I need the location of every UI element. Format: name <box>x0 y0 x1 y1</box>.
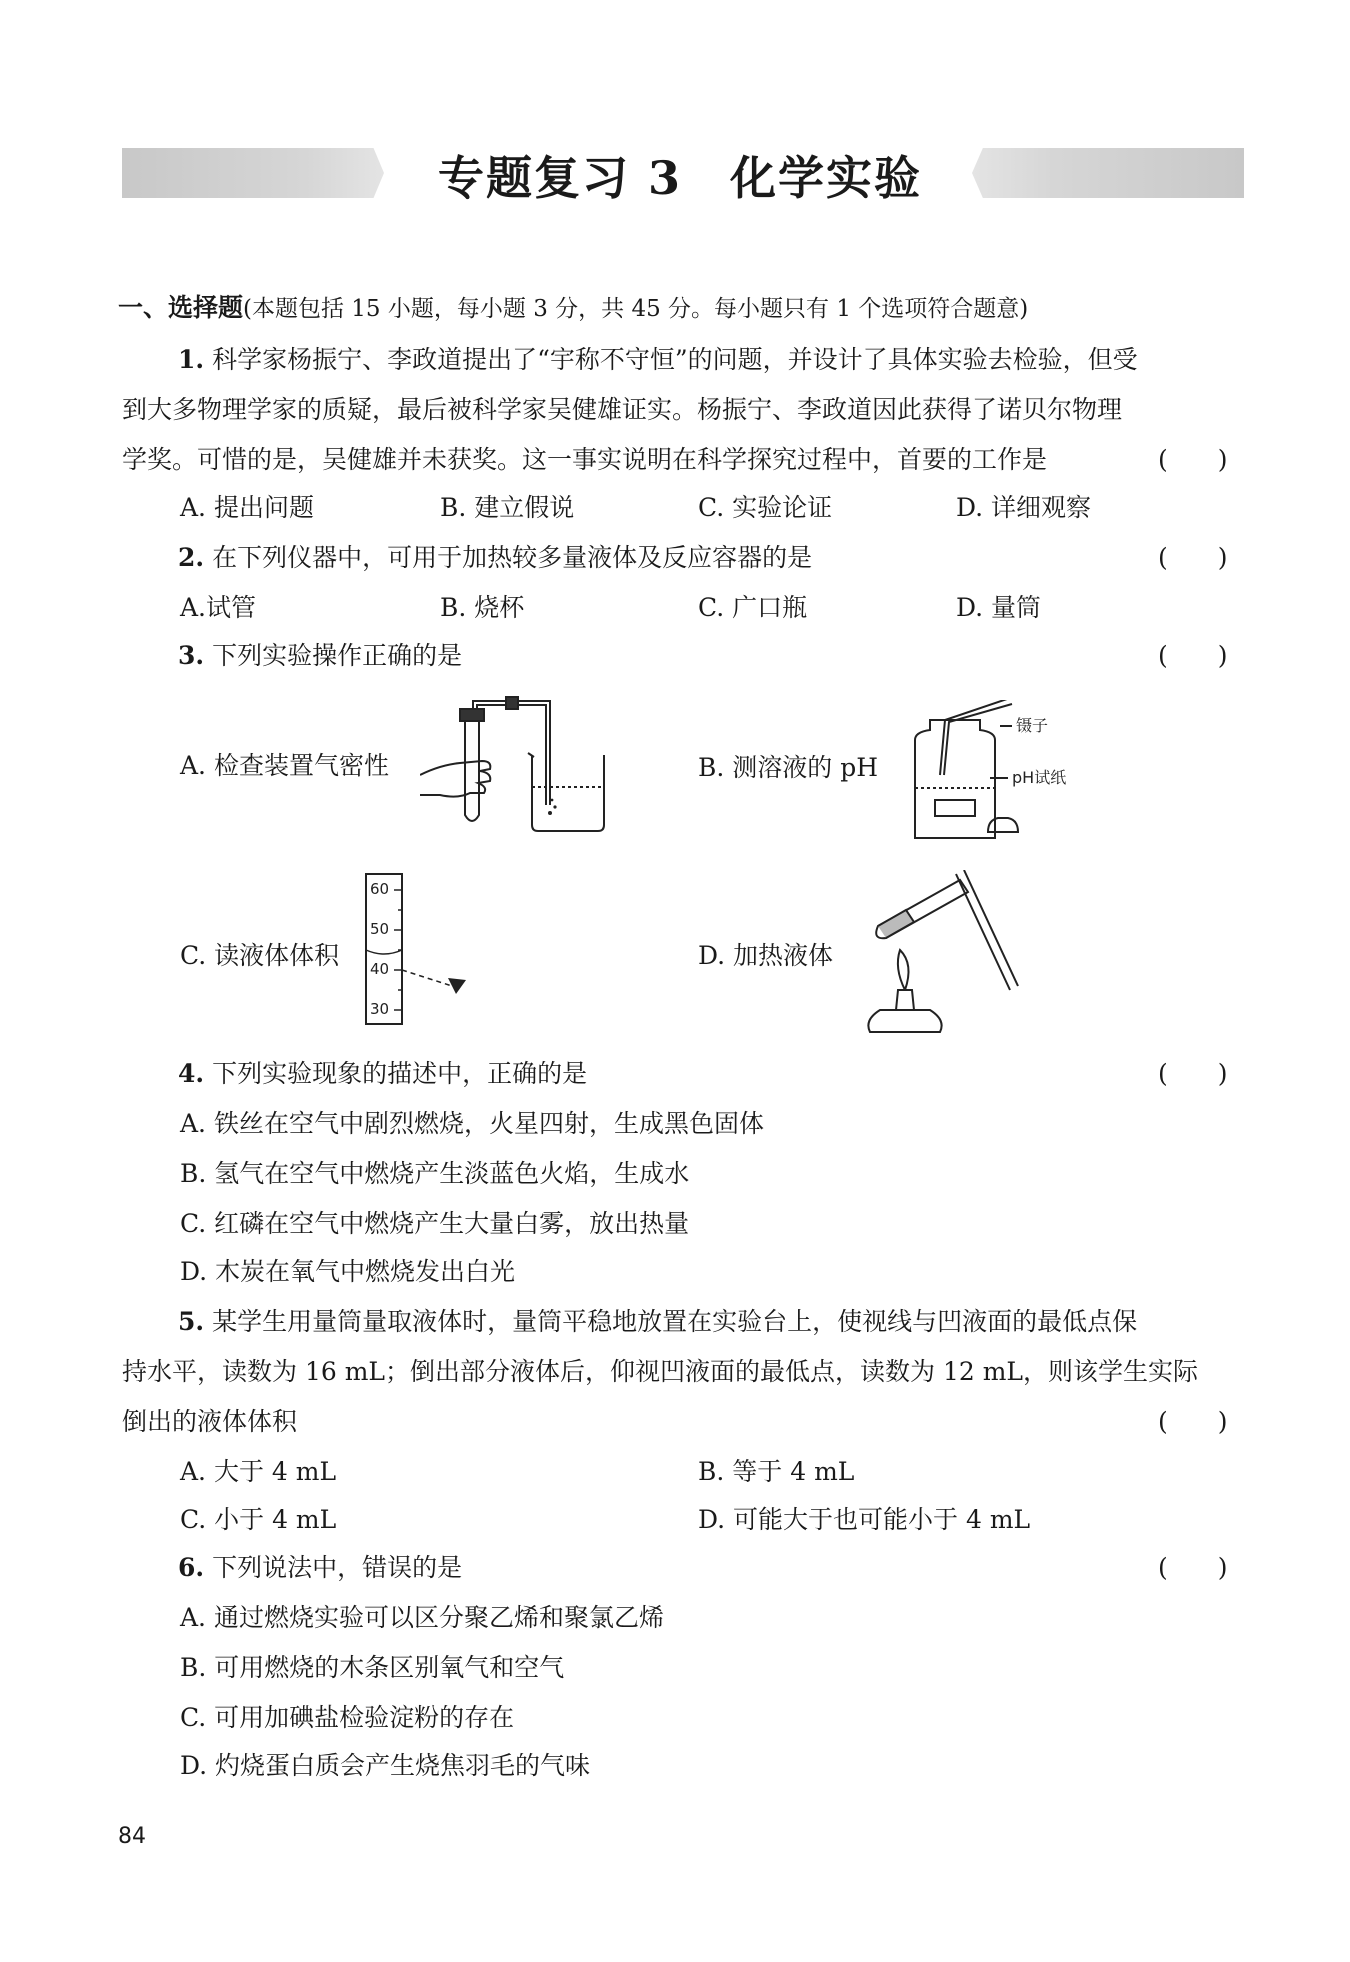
ph-paper-label: pH试纸 <box>1012 768 1067 787</box>
question-text: 某学生用量筒量取液体时，量筒平稳地放置在实验台上，使视线与凹液面的最低点保 <box>212 1307 1138 1336</box>
tweezers-label: 镊子 <box>1016 716 1049 735</box>
answer-blank: ( ) <box>1158 543 1228 572</box>
question-5-line-1 <box>178 1306 1137 1338</box>
cylinder-reading-figure <box>360 870 480 1030</box>
title-decoration-right <box>972 148 1244 198</box>
tick-label: 60 <box>370 880 390 898</box>
answer-blank: ( ) <box>1158 1059 1228 1088</box>
option-d: D. 木炭在氧气中燃烧发出白光 <box>180 1257 516 1286</box>
question-4 <box>178 1058 587 1090</box>
page-number: 84 <box>118 1824 146 1849</box>
option-b: B. 氢气在空气中燃烧产生淡蓝色火焰，生成水 <box>180 1159 690 1188</box>
question-number: 6. <box>178 1553 205 1582</box>
option-b: B. 建立假说 <box>440 493 575 522</box>
answer-blank: ( ) <box>1158 445 1228 474</box>
question-2 <box>178 542 812 574</box>
question-number: 4. <box>178 1059 205 1088</box>
tick-label: 40 <box>370 960 390 978</box>
option-b: B. 可用燃烧的木条区别氧气和空气 <box>180 1653 565 1682</box>
question-5-line-2: 持水平，读数为 16 mL；倒出部分液体后，仰视凹液面的最低点，读数为 12 mL，则该学生实际 <box>122 1357 1199 1386</box>
question-1-line-3: 学奖。可惜的是，吴健雄并未获奖。这一事实说明在科学探究过程中，首要的工作是 <box>122 445 1048 474</box>
question-6 <box>178 1552 462 1584</box>
question-text: 在下列仪器中，可用于加热较多量液体及反应容器的是 <box>212 543 813 572</box>
option-d: D. 可能大于也可能小于 4 mL <box>698 1505 1031 1534</box>
answer-blank: ( ) <box>1158 1407 1228 1436</box>
option-b: B. 等于 4 mL <box>698 1457 855 1486</box>
option-c: C. 可用加碘盐检验淀粉的存在 <box>180 1703 515 1732</box>
option-c: C. 读液体体积 <box>180 941 340 970</box>
option-d: D. 加热液体 <box>698 941 834 970</box>
question-text: 科学家杨振宁、李政道提出了“宇称不守恒”的问题，并设计了具体实验去检验，但受 <box>212 345 1138 374</box>
question-5-line-3: 倒出的液体体积 <box>122 1407 298 1436</box>
option-d: D. 详细观察 <box>956 493 1092 522</box>
answer-blank: ( ) <box>1158 1553 1228 1582</box>
question-1-line-1 <box>178 344 1138 376</box>
option-c: C. 广口瓶 <box>698 593 808 622</box>
option-a: A. 大于 4 mL <box>180 1457 337 1486</box>
question-3 <box>178 640 462 672</box>
question-text: 下列实验操作正确的是 <box>212 641 463 670</box>
section-heading-label: 一、选择题 <box>118 293 244 322</box>
ph-measurement-figure <box>890 700 1090 850</box>
option-b: B. 测溶液的 pH <box>698 753 879 782</box>
heating-liquid-figure <box>860 870 1030 1040</box>
option-a: A.试管 <box>180 593 257 622</box>
question-number: 2. <box>178 543 205 572</box>
option-a: A. 检查装置气密性 <box>180 751 389 780</box>
page-title: 专题复习 3 化学实验 <box>437 151 923 205</box>
question-text: 下列说法中，错误的是 <box>212 1553 463 1582</box>
title-decoration-left <box>122 148 384 198</box>
tick-label: 30 <box>370 1000 390 1018</box>
option-a: A. 提出问题 <box>180 493 314 522</box>
option-c: C. 红磷在空气中燃烧产生大量白雾，放出热量 <box>180 1209 690 1238</box>
option-c: C. 小于 4 mL <box>180 1505 337 1534</box>
question-1-line-2: 到大多物理学家的质疑，最后被科学家吴健雄证实。杨振宁、李政道因此获得了诺贝尔物理 <box>122 395 1123 424</box>
option-b: B. 烧杯 <box>440 593 525 622</box>
tick-label: 50 <box>370 920 390 938</box>
option-c: C. 实验论证 <box>698 493 833 522</box>
option-a: A. 通过燃烧实验可以区分聚乙烯和聚氯乙烯 <box>180 1603 664 1632</box>
question-number: 3. <box>178 641 205 670</box>
option-d: D. 量筒 <box>956 593 1042 622</box>
section-note: (本题包括 15 小题，每小题 3 分，共 45 分。每小题只有 1 个选项符合题意) <box>243 296 1029 322</box>
airtightness-check-figure <box>420 695 620 835</box>
question-text: 下列实验现象的描述中，正确的是 <box>212 1059 588 1088</box>
section-heading <box>118 292 1028 325</box>
option-d: D. 灼烧蛋白质会产生烧焦羽毛的气味 <box>180 1751 591 1780</box>
answer-blank: ( ) <box>1158 641 1228 670</box>
option-a: A. 铁丝在空气中剧烈燃烧，火星四射，生成黑色固体 <box>180 1109 764 1138</box>
question-number: 1. <box>178 345 205 374</box>
question-number: 5. <box>178 1307 205 1336</box>
